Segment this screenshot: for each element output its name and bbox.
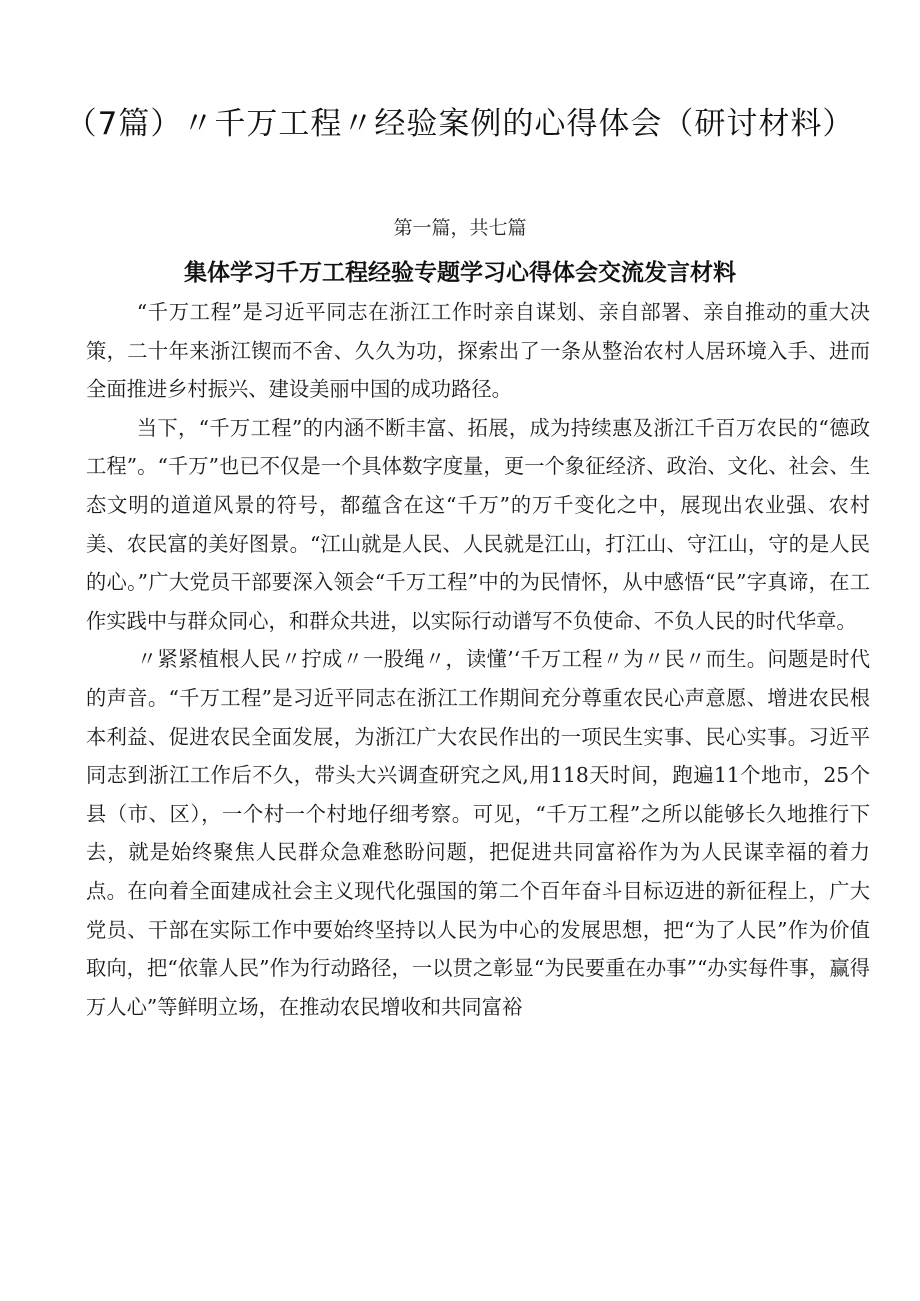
paragraph: “千万工程”是习近平同志在浙江工作时亲自谋划、亲自部署、亲自推动的重大决策，二十年来浙江锲而不舍、久久为功，探索出了一条从整治农村人居环境入手、进而全面推进乡村振兴、建设美丽中国的成功路径。 bbox=[86, 300, 870, 402]
section-label: 第一篇，共七篇 bbox=[393, 217, 527, 239]
paragraph: 当下，“千万工程”的内涵不断丰富、拓展，成为持续惠及浙江千百万农民的“德政工程”。“千万”也已不仅是一个具体数字度量，更一个象征经济、政治、文化、社会、生态文明的道道风景的符号，都蕴含在这“千万”的万千变化之中，展现出农业强、农村美、农民富的美好图景。“江山就是人民、人民就是江山，打江山、守江山，守的是人民的心。”广大党员干部要深入领会“千万工程”中的为民情怀，从中感悟“民”字真谛，在工作实践中与群众同心，和群众共进，以实际行动谱写不负使命、不负人民的时代华章。 bbox=[86, 415, 870, 633]
paragraph: 〃紧紧植根人民〃拧成〃一股绳〃，读懂’‘千万工程〃为〃民〃而生。问题是时代的声音。“千万工程”是习近平同志在浙江工作期间充分尊重农民心声意愿、增进农民根本利益、促进农民全面发展，为浙江广大农民作出的一项民生实事、民心实事。习近平同志到浙江工作后不久，带头大兴调查研究之风,用118天时间，跑遍11个地市，25个县（市、区），一个村一个村地仔细考察。可见，“千万工程”之所以能够长久地推行下去，就是始终聚焦人民群众急难愁盼问题，把促进共同富裕作为为人民谋幸福的着力点。在向着全面建成社会主义现代化强国的第二个百年奋斗目标迈进的新征程上，广大党员、干部在实际工作中要始终坚持以人民为中心的发展思想，把“为了人民”作为价值取向，把“依靠人民”作为行动路径，一以贯之彰显“为民要重在办事”“办实每件事，赢得万人心”等鲜明立场，在推动农民增收和共同富裕 bbox=[86, 647, 870, 1019]
document-title: （7篇）〃千万工程〃经验案例的心得体会（研讨材料） bbox=[65, 106, 855, 142]
section-title: 集体学习千万工程经验专题学习心得体会交流发言材料 bbox=[184, 260, 736, 286]
body-text bbox=[86, 293, 870, 1026]
